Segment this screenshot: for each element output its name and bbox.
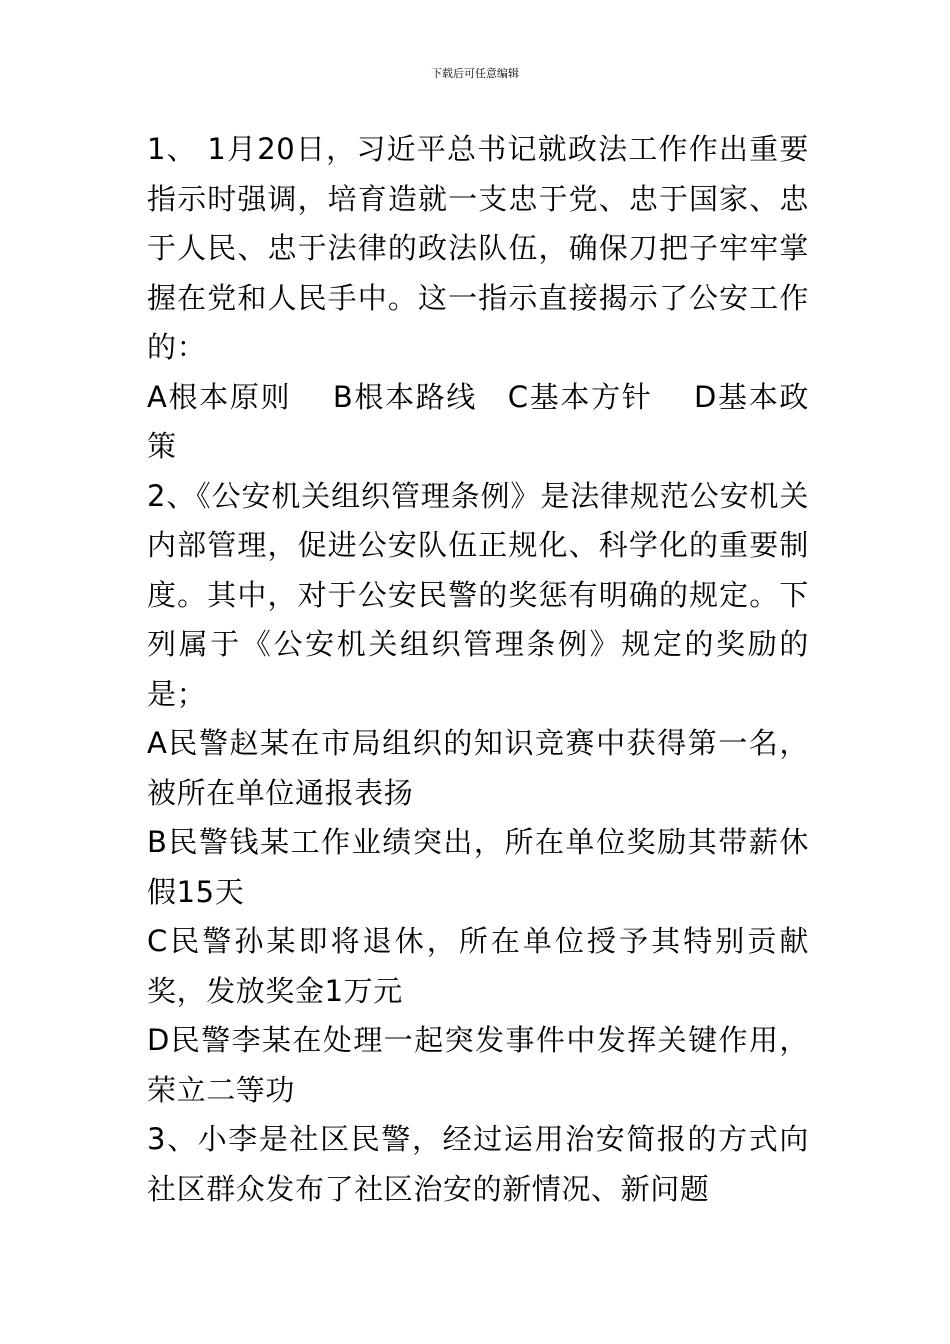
question-1-options: A根本原则 B根本路线 C基本方针 D基本政策: [147, 379, 809, 463]
question-2-option-c: C民警孙某即将退休，所在单位授予其特别贡献奖，发放奖金1万元: [147, 924, 809, 1008]
question-1-stem: 1、 1月20日，习近平总书记就政法工作作出重要指示时强调，培育造就一支忠于党、忠于国家、忠于人民、忠于法律的政法队伍，确保刀把子牢牢掌握在党和人民手中。这一指示直接揭示了公安工作的：: [147, 132, 809, 364]
question-2-stem: 2、《公安机关组织管理条例》是法律规范公安机关内部管理，促进公安队伍正规化、科学化的重要制度。其中，对于公安民警的奖惩有明确的规定。下列属于《公安机关组织管理条例》规定的奖励的是；: [147, 478, 809, 711]
page-header: 下载后可任意编辑: [431, 67, 519, 80]
question-2-option-b: B民警钱某工作业绩突出，所在单位奖励其带薪休假15天: [147, 825, 809, 909]
question-3-stem: 3、小李是社区民警，经过运用治安简报的方式向社区群众发布了社区治安的新情况、新问题: [147, 1122, 809, 1206]
question-2-option-a: A民警赵某在市局组织的知识竞赛中获得第一名，被所在单位通报表扬: [147, 726, 809, 810]
document-body: [147, 125, 809, 1214]
question-2-option-d: D民警李某在处理一起突发事件中发挥关键作用，荣立二等功: [147, 1023, 809, 1107]
